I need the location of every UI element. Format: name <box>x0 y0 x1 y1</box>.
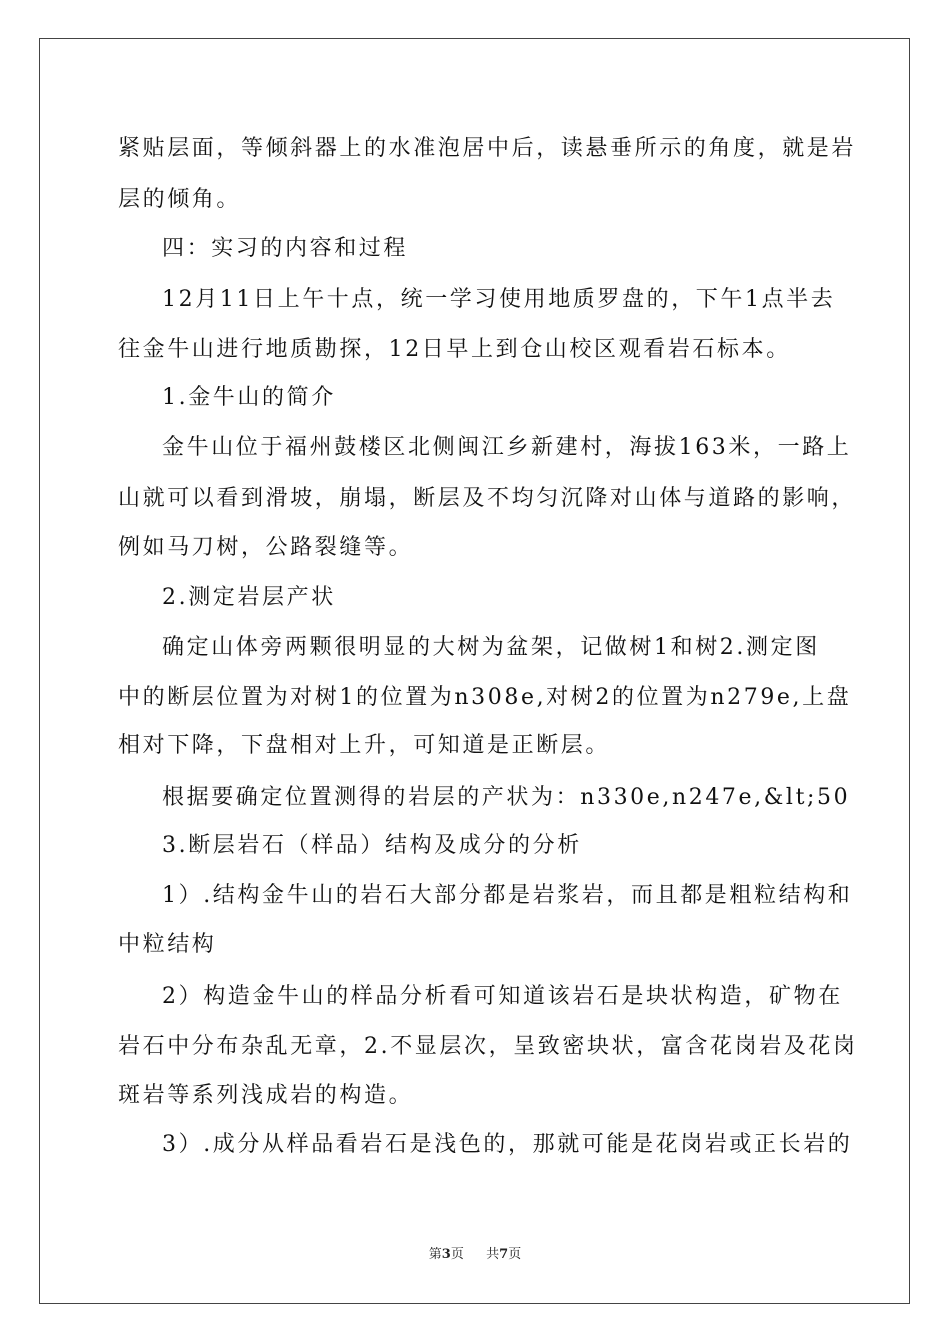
paragraph-line: 2）构造金牛山的样品分析看可知道该岩石是块状构造，矿物在 <box>162 984 843 1009</box>
footer-total-suffix: 页 <box>508 1247 522 1262</box>
paragraph-line: 3）.成分从样品看岩石是浅色的，那就可能是花岗岩或正长岩的 <box>162 1132 853 1157</box>
paragraph-line: 山就可以看到滑坡，崩塌，断层及不均匀沉降对山体与道路的影响， <box>118 486 857 511</box>
paragraph-line: 确定山体旁两颗很明显的大树为盆架，记做树1和树2.测定图 <box>162 635 820 660</box>
footer-total-prefix: 共 <box>486 1247 500 1262</box>
paragraph-line: 相对下降，下盘相对上升，可知道是正断层。 <box>118 733 611 758</box>
paragraph-line: 中粒结构 <box>118 932 217 957</box>
paragraph-line: 例如马刀树，公路裂缝等。 <box>118 535 414 560</box>
footer-total-pages: 7 <box>499 1247 509 1262</box>
page-footer <box>0 1246 950 1264</box>
page-number-label <box>429 1247 468 1262</box>
paragraph-line: 1）.结构金牛山的岩石大部分都是岩浆岩，而且都是粗粒结构和 <box>162 883 853 908</box>
footer-page-suffix: 页 <box>450 1247 464 1262</box>
paragraph-line: 金牛山位于福州鼓楼区北侧闽江乡新建村，海拔163米，一路上 <box>162 435 852 460</box>
paragraph-line: 往金牛山进行地质勘探，12日早上到仓山校区观看岩石标本。 <box>118 337 791 362</box>
paragraph-line: 紧贴层面，等倾斜器上的水准泡居中后，读悬垂所示的角度，就是岩 <box>118 136 857 161</box>
paragraph-line: 中的断层位置为对树1的位置为n308e,对树2的位置为n279e,上盘 <box>118 685 852 710</box>
footer-current-page: 3 <box>441 1247 451 1262</box>
paragraph-line: 岩石中分布杂乱无章，2.不显层次，呈致密块状，富含花岗岩及花岗 <box>118 1034 858 1059</box>
page-total-label <box>486 1247 521 1262</box>
subsection-heading: 3.断层岩石（样品）结构及成分的分析 <box>162 833 582 858</box>
section-heading: 四：实习的内容和过程 <box>162 236 409 261</box>
paragraph-line: 斑岩等系列浅成岩的构造。 <box>118 1083 414 1108</box>
paragraph-line: 12月11日上午十点，统一学习使用地质罗盘的，下午1点半去 <box>162 287 836 312</box>
paragraph-line: 层的倾角。 <box>118 187 242 212</box>
paragraph-line: 根据要确定位置测得的岩层的产状为：n330e,n247e,&lt;50 <box>162 785 851 810</box>
subsection-heading: 1.金牛山的简介 <box>162 385 336 410</box>
page-border <box>39 38 910 1304</box>
footer-page-prefix: 第 <box>428 1247 442 1262</box>
subsection-heading: 2.测定岩层产状 <box>162 585 336 610</box>
